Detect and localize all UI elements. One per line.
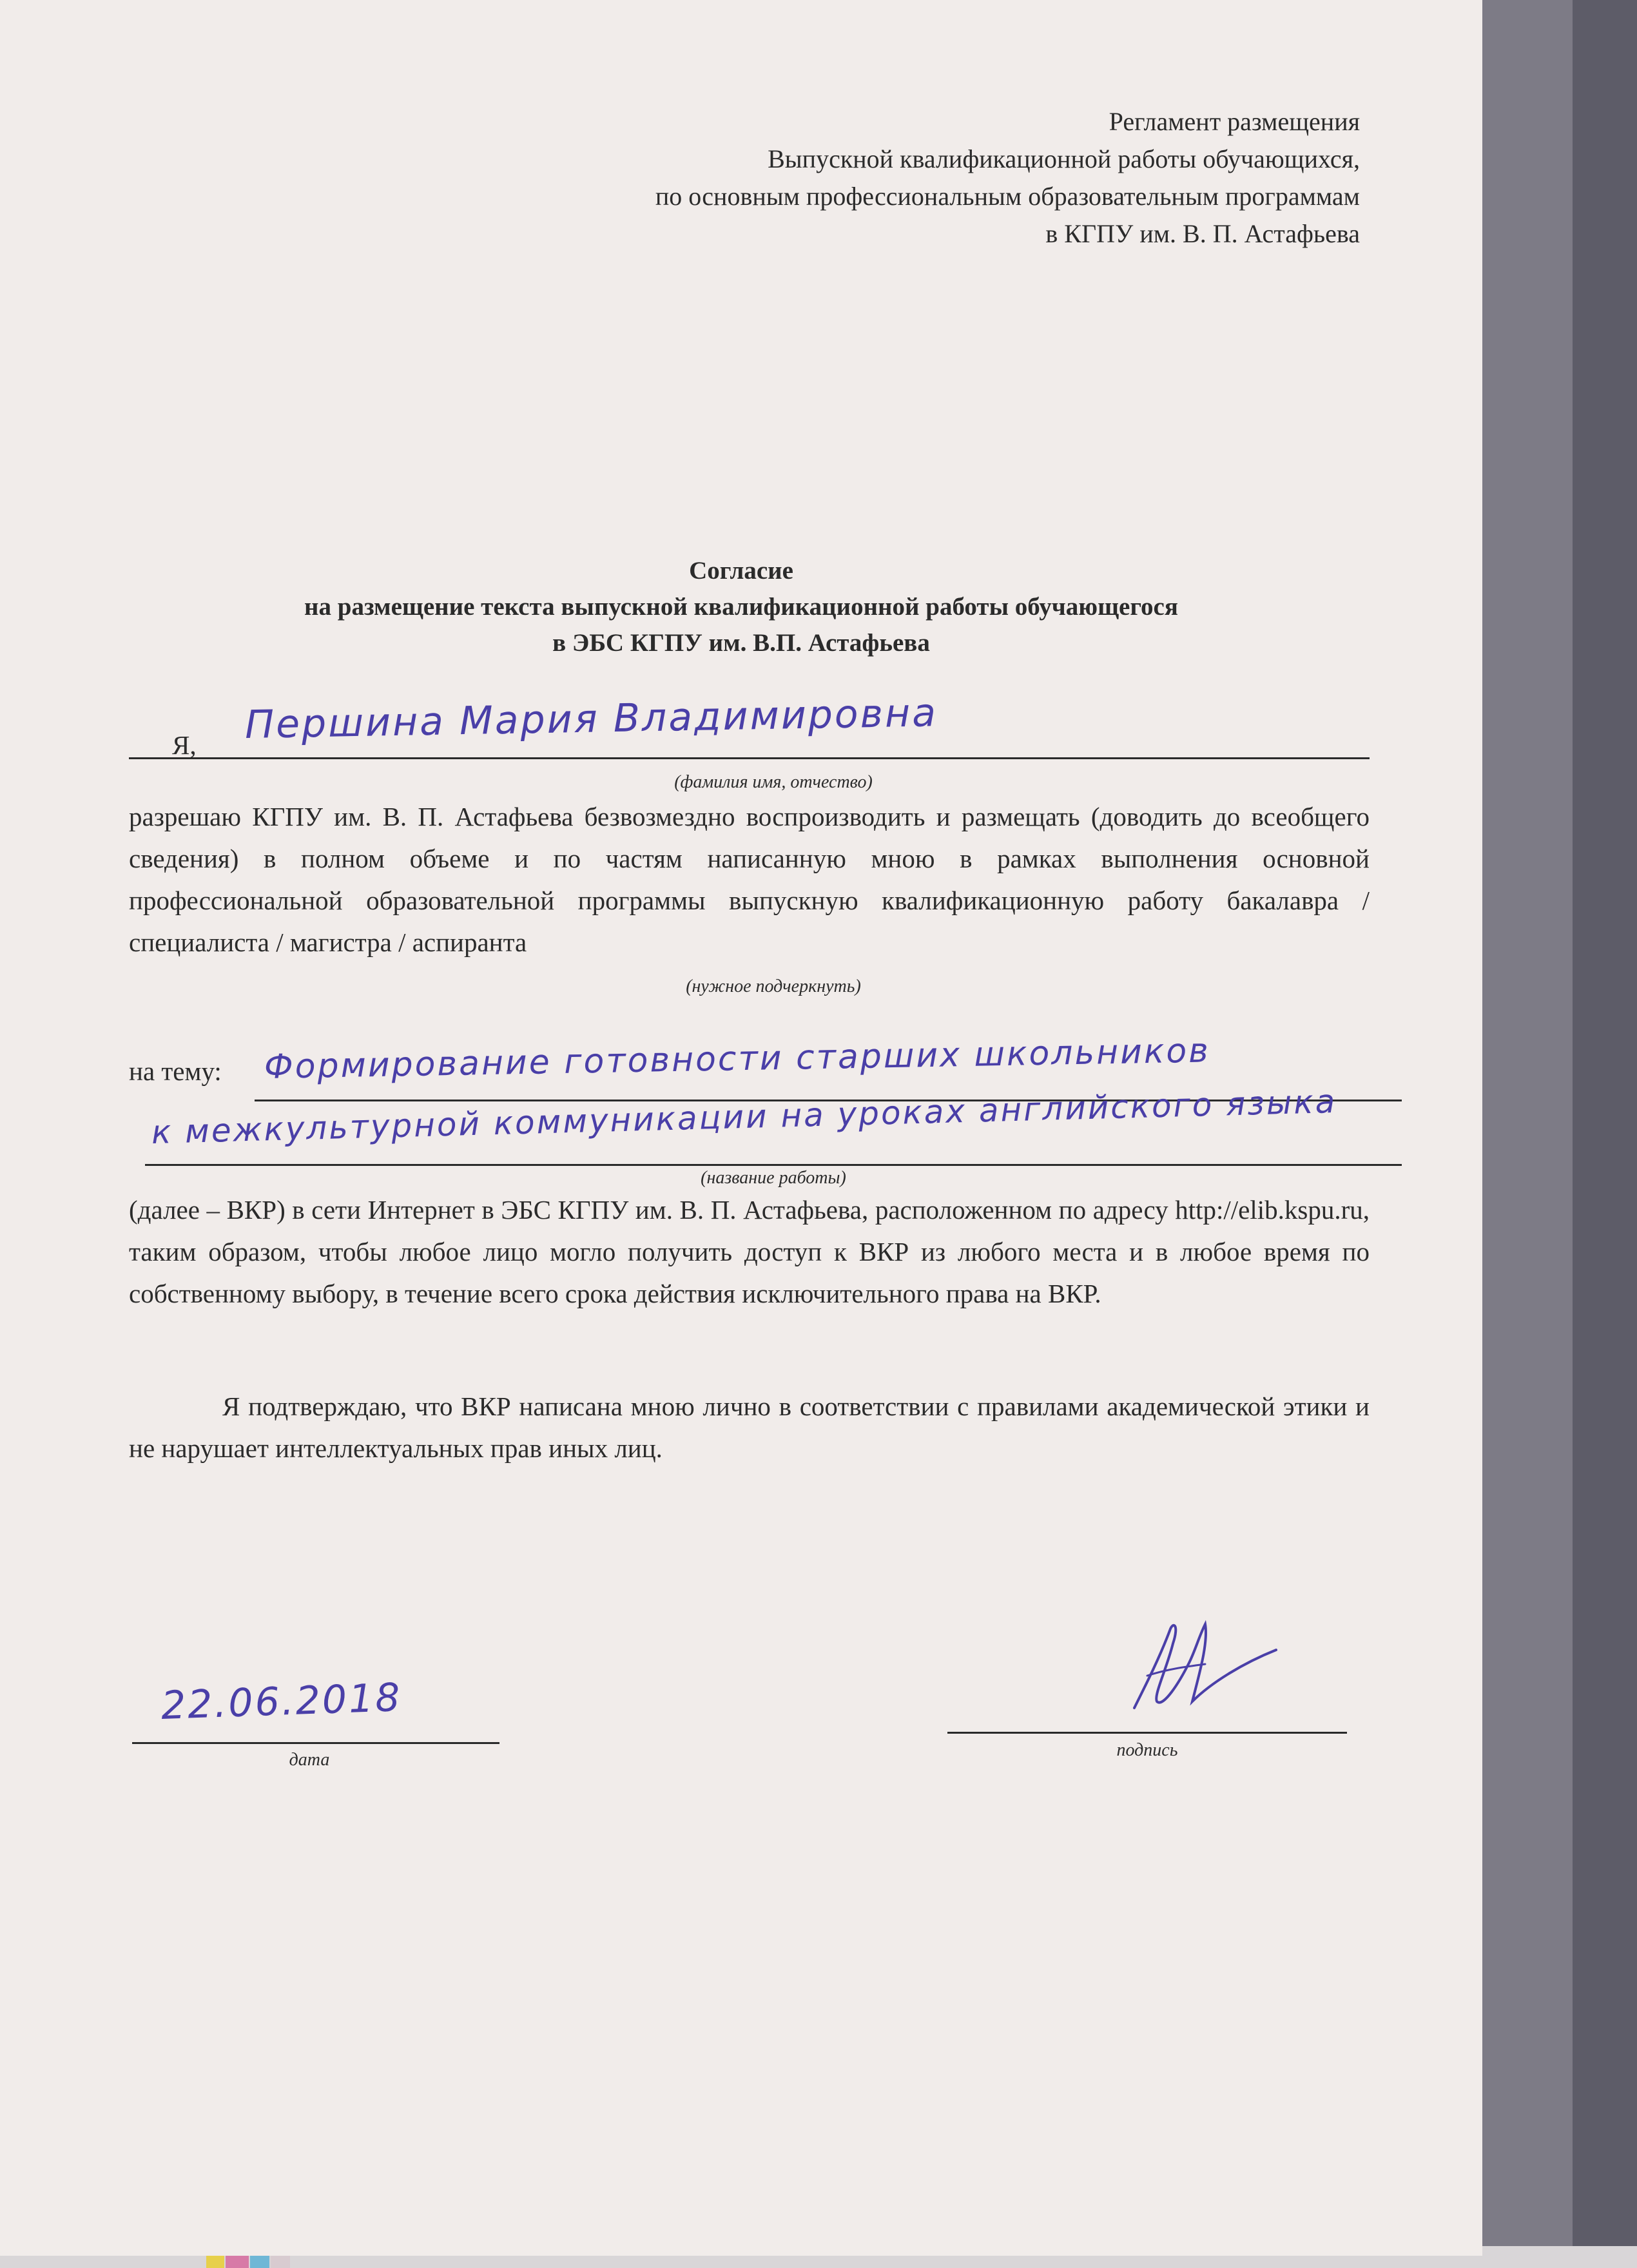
handwritten-theme-line-1: Формирование готовности старших школьников — [264, 1031, 1211, 1087]
date-caption: дата — [289, 1750, 330, 1770]
document-title — [129, 553, 1353, 661]
permission-paragraph: разрешаю КГПУ им. В. П. Астафьева безвозмездно воспроизводить и размещать (доводить до всеобщего сведения) в полном объеме и по частям написанную мною в рамках выполнения основной профессиональной образовательной программы выпускную квалификационную работу бакалавра / специалиста / магистра / аспиранта — [129, 802, 1370, 957]
confirmation-paragraph: Я подтверждаю, что ВКР написана мною лично в соответствии с правилами академической этики и не нарушает интеллектуальных прав иных лиц. — [129, 1391, 1370, 1463]
title-line: на размещение текста выпускной квалификационной работы обучающегося — [304, 593, 1178, 621]
title-line: в ЭБС КГПУ им. В.П. Астафьева — [552, 629, 930, 657]
full-name-underline — [129, 757, 1370, 759]
date-underline — [132, 1742, 499, 1744]
signature-scribble — [1109, 1605, 1289, 1721]
full-name-caption: (фамилия имя, отчество) — [674, 772, 873, 792]
details-paragraph: (далее – ВКР) в сети Интернет в ЭБС КГПУ им. В. П. Астафьева, расположенном по адресу http://elib.kspu.ru, таким образом, чтобы любое лицо могло получить доступ к ВКР из любого места и в любое время по собственному выбору, в течение всего срока действия исключительного права на ВКР. — [129, 1195, 1370, 1308]
signature-caption: подпись — [1116, 1740, 1178, 1760]
regulation-line: Выпускной квалификационной работы обучающихся, — [768, 144, 1360, 173]
regulation-line: по основным профессиональным образовательным программам — [655, 182, 1360, 211]
regulation-header — [451, 103, 1360, 253]
work-title-caption: (название работы) — [701, 1168, 846, 1188]
regulation-line: в КГПУ им. В. П. Астафьева — [1045, 219, 1360, 248]
signature-underline — [947, 1732, 1347, 1734]
regulation-line: Регламент размещения — [1109, 107, 1360, 136]
theme-underline-2 — [145, 1164, 1402, 1166]
name-prefix: Я, — [172, 730, 197, 760]
theme-label: на тему: — [129, 1056, 222, 1086]
underline-needed-caption: (нужное подчеркнуть) — [686, 976, 861, 996]
title-line: Согласие — [689, 557, 793, 585]
handwritten-theme-line-2: к межкультурной коммуникации на уроках английского языка — [151, 1082, 1337, 1151]
handwritten-full-name: Першина Мария Владимировна — [244, 690, 938, 748]
handwritten-date: 22.06.2018 — [160, 1674, 403, 1729]
